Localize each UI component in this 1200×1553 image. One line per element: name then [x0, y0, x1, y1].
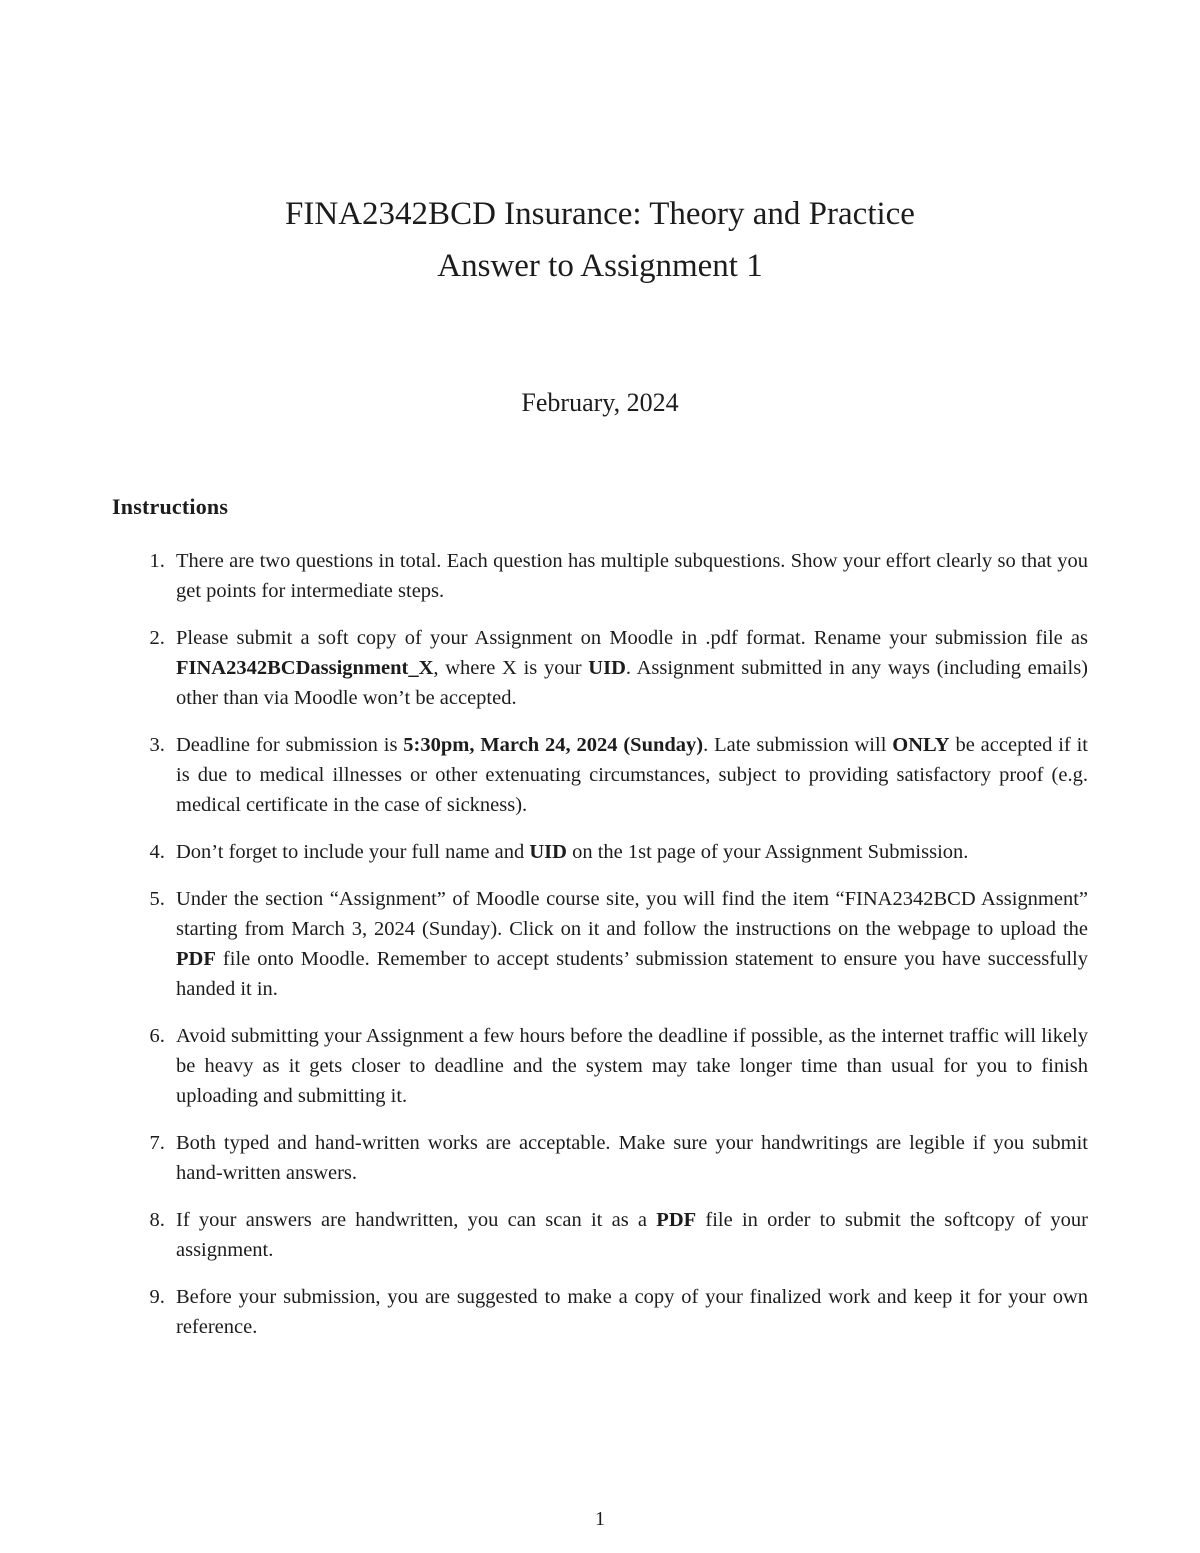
instruction-text: Both typed and hand-written works are acceptable. Make sure your handwritings are legible if you submit hand-written answers.: [176, 1132, 1088, 1184]
page-number: 1: [595, 1508, 605, 1530]
instruction-item: [170, 730, 1088, 820]
instruction-text: Under the section “Assignment” of Moodle course site, you will find the item “FINA2342BCD Assignment” starting from March 3, 2024 (Sunday). Click on it and follow the instructions on the webpage to upload the: [176, 888, 1088, 940]
instruction-text-bold: FINA2342BCDassignment_X: [176, 657, 434, 679]
instruction-text: Please submit a soft copy of your Assignment on Moodle in .pdf format. Rename your submission file as: [176, 627, 1088, 649]
instruction-item: [170, 1282, 1088, 1342]
instruction-text: on the 1st page of your Assignment Submission.: [566, 841, 969, 863]
instructions-list: [0, 546, 1200, 1342]
instruction-text: file in order to submit the softcopy of your assignment.: [176, 1209, 1088, 1261]
instruction-text: Deadline for submission is: [176, 734, 404, 756]
instruction-item: [170, 884, 1088, 1004]
instruction-text: . Assignment submitted in any ways (including emails) other than via Moodle won’t be accepted.: [176, 657, 1088, 709]
instruction-text-bold: PDF: [656, 1209, 697, 1231]
instruction-text-bold: UID: [529, 841, 567, 863]
instruction-item: [170, 546, 1088, 606]
instructions-heading: Instructions: [112, 494, 229, 519]
instruction-text: . Late submission will: [703, 734, 893, 756]
instruction-text: , where X is your: [433, 657, 589, 679]
instruction-text: If your answers are handwritten, you can scan it as a: [176, 1209, 657, 1231]
instruction-item: [170, 1128, 1088, 1188]
instruction-text: Don’t forget to include your full name and: [176, 841, 530, 863]
title-line-1: FINA2342BCD Insurance: Theory and Practice: [285, 196, 915, 232]
document-date: February, 2024: [521, 388, 679, 417]
instruction-text: Avoid submitting your Assignment a few hours before the deadline if possible, as the internet traffic will likely be heavy as it gets closer to deadline and the system may take longer time than usual for you to finish uploading and submitting it.: [176, 1025, 1088, 1107]
instruction-item: [170, 1205, 1088, 1265]
instruction-text-bold: ONLY: [892, 734, 950, 756]
instruction-text: be accepted if it is due to medical illnesses or other extenuating circumstances, subject to providing satisfactory proof (e.g. medical certificate in the case of sickness).: [176, 734, 1088, 816]
instruction-item: [170, 623, 1088, 713]
instruction-item: [170, 837, 1088, 867]
title-line-2: Answer to Assignment 1: [437, 248, 763, 284]
instruction-item: [170, 1021, 1088, 1111]
instruction-text-bold: UID: [588, 657, 626, 679]
instruction-text-bold: 5:30pm, March 24, 2024 (Sunday): [403, 734, 704, 756]
instruction-text: file onto Moodle. Remember to accept students’ submission statement to ensure you have successfully handed it in.: [176, 948, 1088, 1000]
document-title: [0, 0, 1200, 292]
instruction-text-bold: PDF: [176, 948, 216, 970]
instruction-text: Before your submission, you are suggested to make a copy of your finalized work and keep it for your own reference.: [176, 1286, 1088, 1338]
instruction-text: There are two questions in total. Each question has multiple subquestions. Show your effort clearly so that you get points for intermediate steps.: [176, 550, 1088, 602]
